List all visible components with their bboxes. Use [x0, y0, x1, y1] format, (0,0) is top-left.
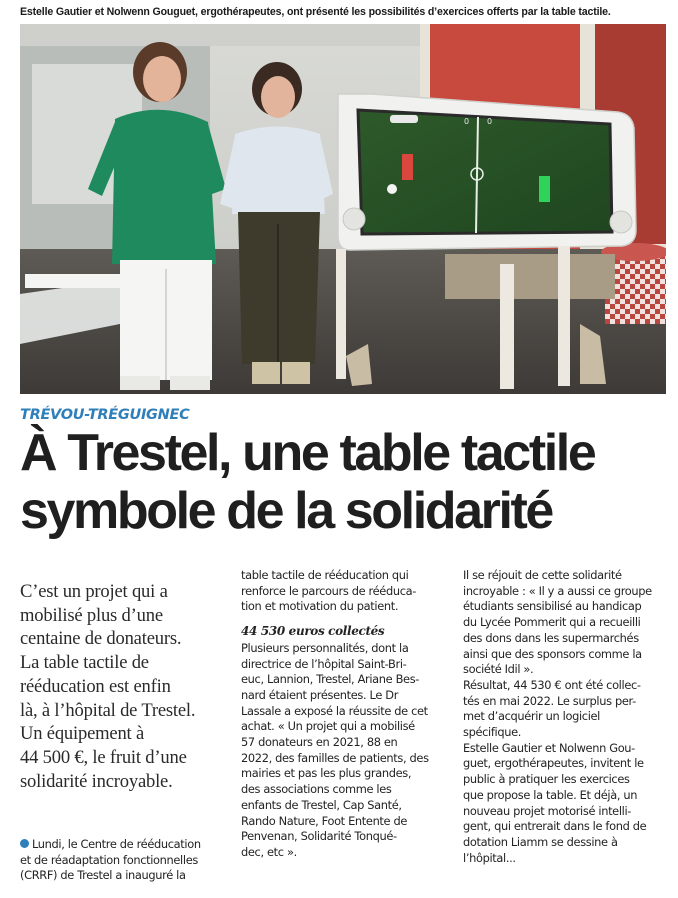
column-2: [241, 568, 449, 861]
body-line: Plusieurs personnalités, dont la: [241, 640, 409, 655]
body-line: Lassale a exposé la réussite de cet: [241, 703, 428, 718]
headline-line-1: À Trestel, une table tactile: [20, 424, 595, 482]
bullet-dot-icon: [20, 839, 29, 848]
article-photo: [20, 24, 666, 394]
body-line: 57 donateurs en 2021, 88 en: [241, 735, 398, 750]
body-line: l’hôpital...: [463, 850, 516, 865]
column-3: [463, 568, 671, 866]
body-line: que propose la table. Et déjà, un: [463, 787, 638, 802]
body-line: incroyable : « Il y a aussi ce groupe: [463, 583, 652, 598]
body-line: Rando Nature, Foot Entente de: [241, 813, 408, 828]
body-line: tés en mai 2022. Le surplus per-: [463, 693, 636, 708]
body-line: des associations comme les: [241, 782, 392, 797]
body-line: achat. « Un projet qui a mobilisé: [241, 719, 415, 734]
lead-line: là, à l’hôpital de Trestel.: [20, 699, 196, 721]
body-line: nard étaient présentes. Le Dr: [241, 687, 399, 702]
body-line: 2022, des familles de patients, des: [241, 750, 429, 765]
body-line: mairies et pas les plus grandes,: [241, 766, 412, 781]
body-line: Il se réjouit de cette solidarité: [463, 568, 622, 582]
lead-line: centaine de donateurs.: [20, 628, 182, 650]
headline-line-2: symbole de la solidarité: [20, 482, 552, 540]
body-line: nouveau projet motorisé intelli-: [463, 803, 632, 818]
score-left: 0: [464, 117, 470, 126]
body-line: tion et motivation du patient.: [241, 599, 399, 614]
lead-line: solidarité incroyable.: [20, 770, 173, 792]
lead-line: Un équipement à: [20, 723, 145, 745]
lead-line: C’est un projet qui a: [20, 581, 168, 602]
body-line: des dons dans les supermarchés: [463, 630, 639, 645]
lead-line: mobilisé plus d’une: [20, 604, 163, 626]
body-line: dec, etc ».: [241, 844, 297, 859]
body-line: ainsi que des sponsors comme la: [463, 646, 642, 661]
headline: [20, 424, 670, 540]
score-right: 0: [487, 117, 493, 126]
body-line: étudiants sensibilisé au handicap: [463, 599, 642, 614]
body-line: public à pratiquer les exercices: [463, 772, 630, 787]
body-line: (CRRF) de Trestel a inauguré la: [20, 868, 186, 883]
column-1-body: [20, 837, 225, 884]
section-kicker: TRÉVOU-TRÉGUIGNEC: [20, 407, 190, 423]
lead-line: rééducation est enfin: [20, 675, 171, 697]
body-line: renforce le parcours de rééduca-: [241, 583, 416, 598]
photo-caption: Estelle Gautier et Nolwenn Gouguet, ergothérapeutes, ont présenté les possibilités d’exercices offerts par la table tactile.: [20, 6, 611, 18]
body-line: table tactile de rééducation qui: [241, 568, 409, 582]
body-line: enfants de Trestel, Cap Santé,: [241, 797, 402, 812]
body-line: du Lycée Pommerit qui a recueilli: [463, 615, 641, 630]
body-line: met d’acquérir un logiciel: [463, 709, 600, 724]
body-line: directrice de l’hôpital Saint-Bri-: [241, 656, 407, 671]
lead-line: La table tactile de: [20, 652, 149, 674]
subheading: 44 530 euros collectés: [241, 624, 385, 639]
body-line: euc, Lannion, Trestel, Ariane Bes-: [241, 672, 420, 687]
body-line: Penvenan, Solidarité Tonqué-: [241, 829, 397, 844]
body-line: Estelle Gautier et Nolwenn Gou-: [463, 740, 635, 755]
lead-paragraph: [20, 580, 225, 793]
lead-line: 44 500 €, le fruit d’une: [20, 746, 187, 768]
body-line: société Idil ».: [463, 662, 534, 677]
body-line: dotation Liamm se dessine à: [463, 834, 618, 849]
body-line: guet, ergothérapeutes, invitent le: [463, 756, 644, 771]
body-line: Lundi, le Centre de rééducation: [20, 837, 225, 853]
body-line: et de réadaptation fonctionnelles: [20, 852, 198, 867]
body-line: spécifique.: [463, 725, 522, 740]
body-line: Résultat, 44 530 € ont été collec-: [463, 677, 641, 692]
body-line: gent, qui entrerait dans le fond de: [463, 819, 647, 834]
